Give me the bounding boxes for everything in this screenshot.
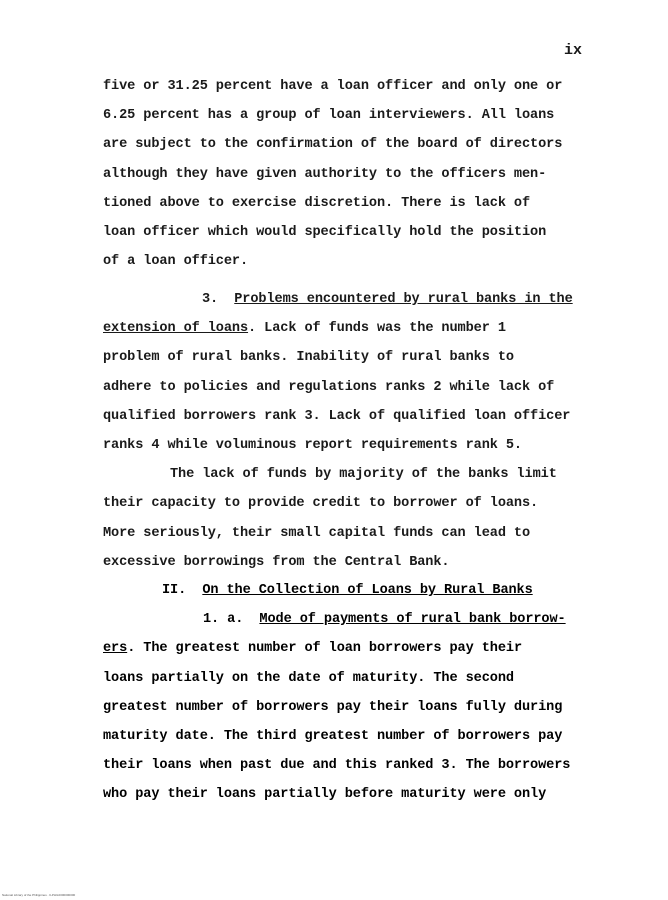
text-line: their capacity to provide credit to borrower of loans.: [103, 496, 539, 512]
text-line: qualified borrowers rank 3. Lack of qualified loan officer: [103, 408, 571, 424]
text-line: who pay their loans partially before maturity were only: [103, 787, 547, 803]
text-line: 6.25 percent has a group of loan interviewers. All loans: [103, 108, 555, 124]
text-line: although they have given authority to the officers men-: [103, 166, 547, 182]
page-number: ix: [563, 42, 582, 59]
section-numeral: II.: [162, 583, 187, 598]
problems-heading-line: [103, 285, 603, 314]
text-line: excessive borrowings from the Central Bank.: [103, 554, 450, 570]
text-line: of a loan officer.: [103, 254, 249, 270]
text-line: The lack of funds by majority of the banks limit: [170, 467, 557, 483]
item-number: 3.: [202, 292, 219, 307]
paragraph-loan-officers: [103, 72, 603, 276]
text-line: greatest number of borrowers pay their loans fully during: [103, 699, 563, 715]
text-line: problem of rural banks. Inability of rural banks to: [103, 350, 514, 366]
subsection-heading-line: [103, 605, 603, 634]
text-fragment: Lack of funds was the number 1: [256, 321, 506, 337]
section-heading-underlined: extension of loans: [103, 321, 249, 337]
text-line: adhere to policies and regulations ranks 2 while lack of: [103, 379, 555, 395]
text-fragment: The greatest number of loan borrowers pay their: [135, 641, 523, 657]
item-number: 1. a.: [203, 612, 244, 628]
text-line: are subject to the confirmation of the board of directors: [103, 137, 563, 153]
text-line: maturity date. The third greatest number of borrowers pay: [103, 728, 563, 744]
text-line: loans partially on the date of maturity. The second: [103, 670, 514, 686]
subsection-heading-underlined: Mode of payments of rural bank borrow-: [259, 612, 566, 628]
text-line: tioned above to exercise discretion. There is lack of: [103, 195, 531, 211]
heading-period: .: [248, 321, 257, 337]
archive-footer-mark: National Library of the Philippines · ILPHIL0000000000: [2, 893, 76, 897]
section-heading-line: [103, 576, 603, 605]
subsection-heading-underlined: ers: [103, 641, 128, 657]
text-line: five or 31.25 percent have a loan officer and only one or: [103, 79, 563, 94]
text-line: their loans when past due and this ranked 3. The borrowers: [103, 758, 571, 774]
subsection-heading-line-2: [103, 634, 603, 663]
section-heading-underlined: On the Collection of Loans by Rural Banks: [202, 583, 533, 598]
section-collection-of-loans: [103, 576, 603, 810]
text-line: loan officer which would specifically hold the position: [103, 224, 547, 240]
text-line: ranks 4 while voluminous report requirements rank 5.: [103, 437, 522, 453]
paragraph-problems: [103, 285, 603, 577]
problems-heading-line-2: [103, 314, 603, 343]
section-heading-underlined: Problems encountered by rural banks in the: [234, 292, 573, 307]
text-line: More seriously, their small capital funds can lead to: [103, 525, 531, 541]
heading-period: .: [127, 641, 136, 657]
